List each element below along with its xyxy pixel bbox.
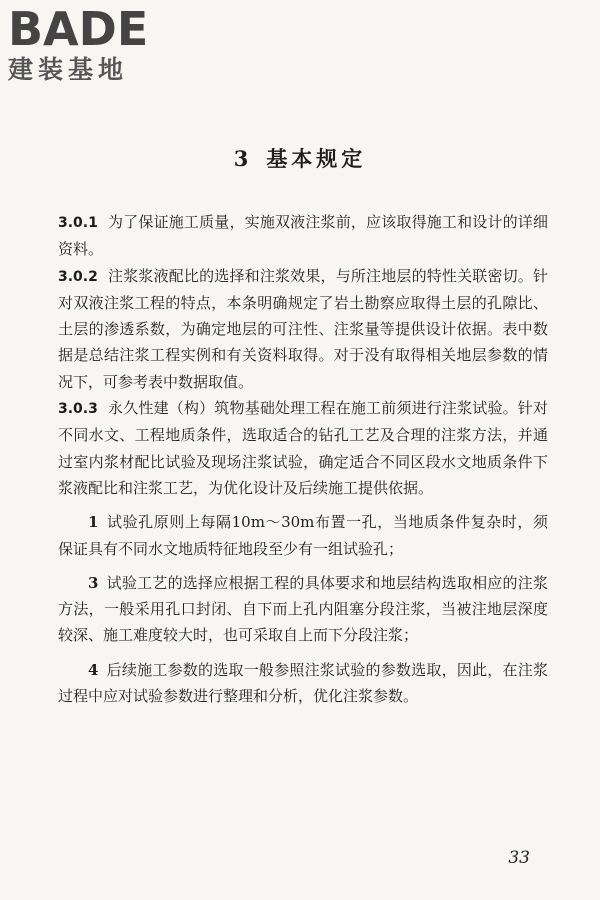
item-number: 1 <box>88 513 99 532</box>
clause-text: 永久性建（构）筑物基础处理工程在施工前须进行注浆试验。针对不同水文、工程地质条件，选取适合的钻孔工艺及合理的注浆方法，并通过室内浆材配比试验及现场注浆试验，确定适合不同区段水文地质条件下浆液配比和注浆工艺，为优化设计及后续施工提供依据。 <box>58 399 548 497</box>
clause-text: 注浆浆液配比的选择和注浆效果，与所注地层的特性关联密切。针对双液注浆工程的特点，本条明确规定了岩土勘察应取得土层的孔隙比、土层的渗透系数，为确定地层的可注性、注浆量等提供设计依据。表中数据是总结注浆工程实例和有关资料取得。对于没有取得相关地层参数的情况下，可参考表中数据取值。 <box>58 266 548 391</box>
clause <box>58 209 548 263</box>
clause-number: 3.0.3 <box>58 401 98 418</box>
clause <box>58 395 548 501</box>
logo-word: BADE <box>8 2 149 56</box>
logo <box>8 2 178 84</box>
content <box>58 209 548 709</box>
item-number: 3 <box>88 573 99 592</box>
clause-number: 3.0.2 <box>58 268 98 285</box>
chapter-title-text: 基本规定 <box>266 146 367 171</box>
clause <box>58 263 548 395</box>
chapter-title <box>0 143 600 173</box>
chapter-number: 3 <box>233 146 253 171</box>
page-number: 33 <box>508 848 530 868</box>
list-item <box>58 570 548 649</box>
item-text: 试验孔原则上每隔10m～30m布置一孔，当地质条件复杂时，须保证具有不同水文地质特征地段至少有一组试验孔； <box>58 513 548 558</box>
clause-text: 为了保证施工质量，实施双液注浆前，应该取得施工和设计的详细资料。 <box>58 213 548 259</box>
clause-number: 3.0.1 <box>58 215 98 231</box>
item-text: 试验工艺的选择应根据工程的具体要求和地层结构选取相应的注浆方法，一般采用孔口封闭、自下而上孔内阻塞分段注浆，当被注地层深度较深、施工难度较大时，也可采取自上而下分段注浆； <box>58 573 548 645</box>
item-number: 4 <box>88 660 99 679</box>
list-item <box>58 657 548 710</box>
item-text: 后续施工参数的选取一般参照注浆试验的参数选取，因此，在注浆过程中应对试验参数进行整理和分析，优化注浆参数。 <box>58 660 548 706</box>
list-item <box>58 509 548 562</box>
logo-subtitle: 建装基地 <box>8 55 129 84</box>
